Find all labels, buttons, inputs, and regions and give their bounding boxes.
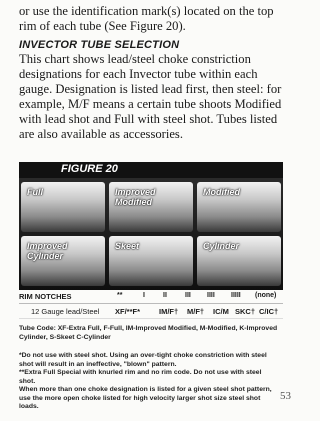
footnote-steel-warning: *Do not use with steel shot. Using an over-tight choke constriction with steel shot will result in an ineffective, "blown" pattern. — [19, 352, 267, 368]
rim-notches-label: RIM NOTCHES — [19, 292, 72, 301]
tube-label: Modified — [203, 187, 240, 197]
figure-photo — [19, 178, 283, 290]
tube-full — [21, 182, 105, 232]
footnote-multiple-designations: When more than one choke designation is listed for a given steel shot pattern, use the more open choke listed for high velocity larger shot size steel shot loads. — [19, 386, 272, 411]
rim-notch-mark: I — [143, 292, 145, 299]
page-number: 53 — [280, 390, 291, 402]
divider — [19, 318, 283, 319]
footnote-extra-full: **Extra Full Special with knurled rim and no rim code. Do not use with steel shot. — [19, 369, 262, 385]
figure-label: FIGURE 20 — [61, 163, 118, 175]
tube-code: C/IC† — [259, 307, 279, 316]
gauge-label: 12 Gauge lead/Steel — [31, 307, 100, 316]
tube-cylinder — [197, 236, 281, 286]
rim-notch-mark: IIIII — [231, 292, 241, 299]
rim-notch-mark: II — [163, 292, 167, 299]
tube-label: Improved Cylinder — [27, 241, 68, 261]
tube-improved-cylinder — [21, 236, 105, 286]
tube-code: XF/**F* — [115, 307, 141, 316]
rim-notch-mark: (none) — [255, 292, 277, 299]
figure-header-bar — [19, 162, 283, 178]
tube-code: IC/M — [213, 307, 229, 316]
tube-modified — [197, 182, 281, 232]
intro-paragraph: or use the identification mark(s) located on the top rim of each tube (See Figure 20). — [19, 4, 274, 33]
tube-code: SKC† — [235, 307, 256, 316]
tube-improved-modified — [109, 182, 193, 232]
tube-code-legend: Tube Code: XF-Extra Full, F-Full, IM-Improved Modified, M-Modified, K-Improved Cylinder, S-Skeet C-Cylinder — [19, 325, 278, 341]
tube-code: M/F† — [187, 307, 205, 316]
tube-code: IM/F† — [159, 307, 179, 316]
body-paragraph: This chart shows lead/steel choke constriction designations for each Invector tube within each gauge. Designation is listed lead first, then steel: for example, M/F means a certain tube shoots Modified with lead shot and Full with steel shot. Tubes listed are also available as accessories. — [19, 52, 282, 141]
gauge-codes-row — [19, 305, 283, 317]
tube-label: Cylinder — [203, 241, 240, 251]
tube-label: Full — [27, 187, 43, 197]
rim-notches-row — [19, 290, 283, 304]
rim-notch-mark: IIII — [207, 292, 215, 299]
rim-notch-mark: III — [185, 292, 191, 299]
rim-notch-mark: ** — [117, 292, 123, 299]
tube-skeet — [109, 236, 193, 286]
section-heading: INVECTOR TUBE SELECTION — [19, 39, 180, 51]
tube-label: Skeet — [115, 241, 140, 251]
tube-label: Improved Modified — [115, 187, 156, 207]
